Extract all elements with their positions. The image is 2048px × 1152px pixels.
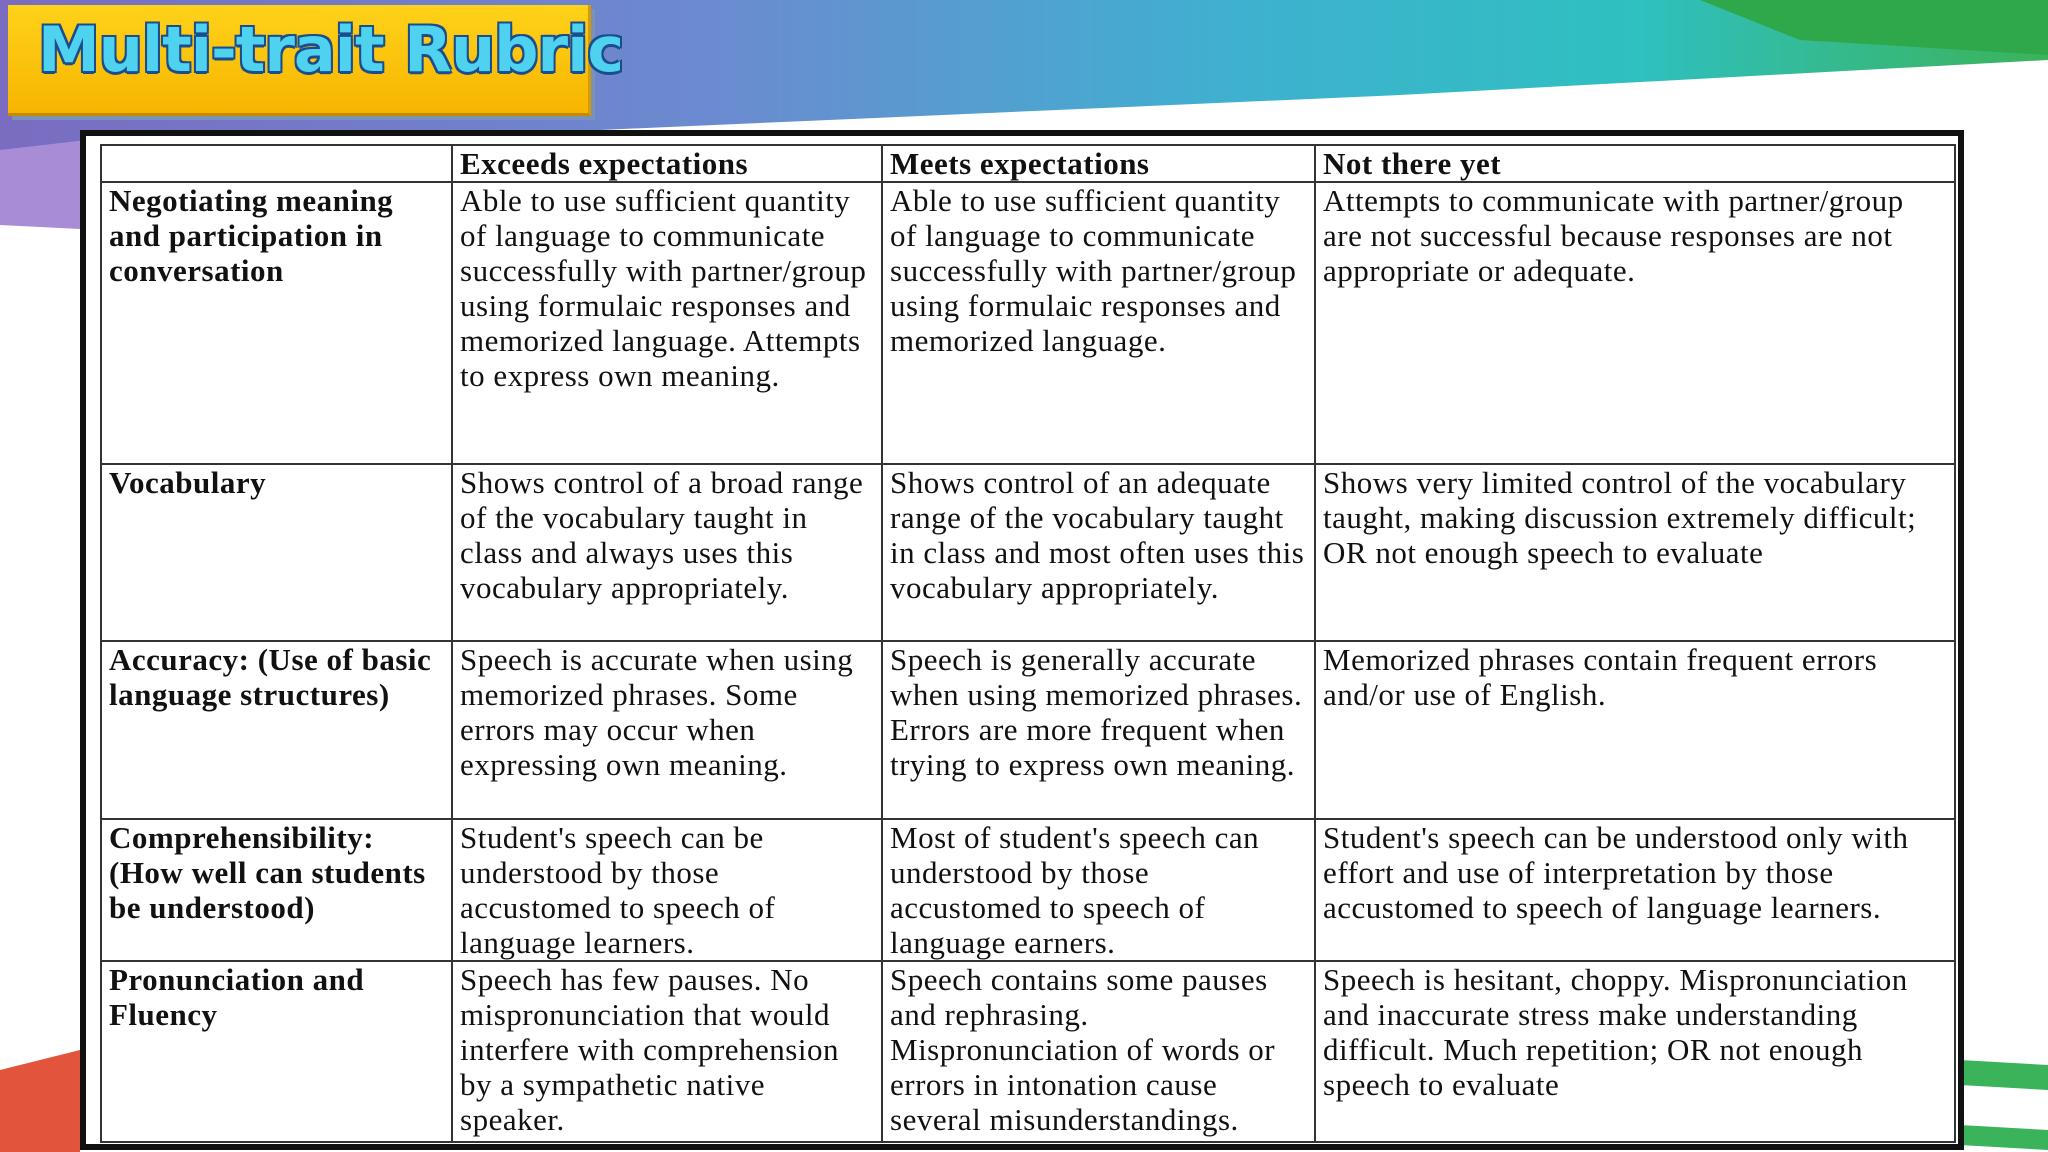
rubric-row-pronunciation <box>101 961 1955 1142</box>
exceeds-cell: Speech has few pauses. No mispronunciation that would interfere with comprehension by a sympathetic native speaker. <box>452 961 882 1142</box>
trait-cell: Accuracy: (Use of basic language structures) <box>101 641 452 819</box>
not-yet-cell: Memorized phrases contain frequent errors and/or use of English. <box>1315 641 1955 819</box>
header-corner <box>101 145 452 182</box>
rubric-row-accuracy <box>101 641 1955 819</box>
exceeds-cell: Speech is accurate when using memorized phrases. Some errors may occur when expressing own meaning. <box>452 641 882 819</box>
rubric-table <box>100 144 1956 1143</box>
meets-cell: Most of student's speech can understood by those accustomed to speech of language earners. <box>882 819 1315 961</box>
rubric-frame <box>80 130 1964 1150</box>
meets-cell: Speech contains some pauses and rephrasing. Mispronunciation of words or errors in intonation cause several misunderstandings. <box>882 961 1315 1142</box>
title-badge <box>8 5 624 116</box>
not-yet-cell: Attempts to communicate with partner/group are not successful because responses are not appropriate or adequate. <box>1315 182 1955 464</box>
slide-title: Multi-trait Rubric <box>38 13 624 86</box>
not-yet-cell: Speech is hesitant, choppy. Mispronunciation and inaccurate stress make understanding difficult. Much repetition; OR not enough speech to evaluate <box>1315 961 1955 1142</box>
exceeds-cell: Shows control of a broad range of the vocabulary taught in class and always uses this vocabulary appropriately. <box>452 464 882 642</box>
rubric-row-comprehensibility <box>101 819 1955 961</box>
header-exceeds: Exceeds expectations <box>452 145 882 182</box>
trait-cell: Negotiating meaning and participation in conversation <box>101 182 452 464</box>
header-meets: Meets expectations <box>882 145 1315 182</box>
trait-cell: Comprehensibility: (How well can students be understood) <box>101 819 452 961</box>
header-not-yet: Not there yet <box>1315 145 1955 182</box>
header-row <box>101 145 1955 182</box>
not-yet-cell: Shows very limited control of the vocabulary taught, making discussion extremely difficult; OR not enough speech to evaluate <box>1315 464 1955 642</box>
exceeds-cell: Student's speech can be understood by those accustomed to speech of language learners. <box>452 819 882 961</box>
exceeds-cell: Able to use sufficient quantity of language to communicate successfully with partner/group using formulaic responses and memorized language. Attempts to express own meaning. <box>452 182 882 464</box>
meets-cell: Able to use sufficient quantity of language to communicate successfully with partner/group using formulaic responses and memorized language. <box>882 182 1315 464</box>
meets-cell: Speech is generally accurate when using memorized phrases. Errors are more frequent when trying to express own meaning. <box>882 641 1315 819</box>
trait-cell: Vocabulary <box>101 464 452 642</box>
not-yet-cell: Student's speech can be understood only with effort and use of interpretation by those accustomed to speech of language learners. <box>1315 819 1955 961</box>
trait-cell: Pronunciation and Fluency <box>101 961 452 1142</box>
rubric-row-negotiating <box>101 182 1955 464</box>
meets-cell: Shows control of an adequate range of the vocabulary taught in class and most often uses this vocabulary appropriately. <box>882 464 1315 642</box>
rubric-row-vocabulary <box>101 464 1955 642</box>
